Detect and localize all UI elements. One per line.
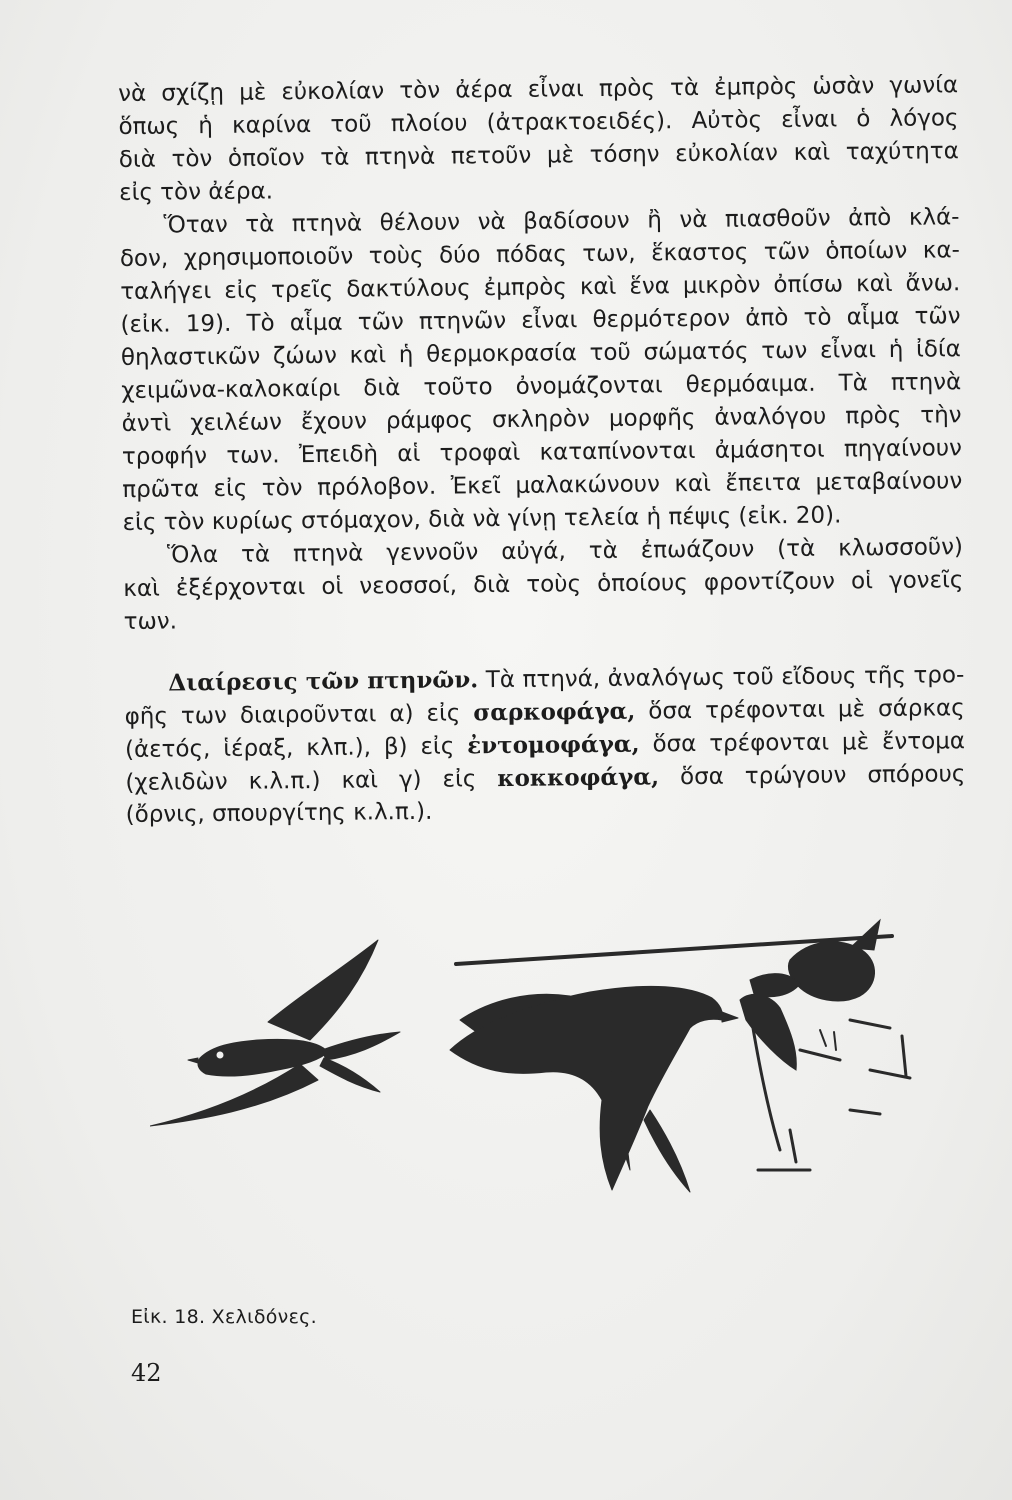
swallow-left-upper-wing: [268, 940, 378, 1040]
wall-scratch-5: [850, 1110, 880, 1114]
text-run: ὅσα τρέφονται μὲ σάρκας: [635, 695, 965, 725]
text-line: ὅπως ἡ καρίνα τοῦ πλοίου (ἀτρακτοειδές). Αὐτὸς εἶναι ὁ λόγος: [118, 105, 959, 140]
swallow-left-eye: [217, 1052, 224, 1059]
swallow-left-tail: [322, 1032, 400, 1060]
term-carnivores: σαρκοφάγα,: [473, 697, 636, 727]
swallow-middle: [450, 986, 738, 1192]
chick-head: [788, 942, 874, 1001]
nest-body: [740, 994, 796, 1070]
text-line: ἀντὶ χειλέων ἔχουν ράμφος σκληρὸν μορφῆς ἀναλόγου πρὸς τὴν: [121, 402, 962, 437]
swallow-left-tail-fork: [320, 1058, 380, 1092]
swallow-left-beak: [188, 1058, 198, 1063]
term-granivores: κοκκοφάγα,: [497, 763, 660, 793]
wall-scratch-2: [850, 1020, 890, 1028]
chick-beak-open: [850, 920, 880, 950]
swallow-middle-tail: [644, 1110, 690, 1192]
text-line: διὰ τὸν ὁποῖον τὰ πτηνὰ πετοῦν μὲ τόσην εὐκολίαν καὶ ταχύτητα: [118, 138, 959, 173]
text-line: χειμῶνα-καλοκαίρι διὰ τοῦτο ὀνομάζονται θερμόαιμα. Τὰ πτηνὰ: [121, 369, 962, 404]
text-line: θηλαστικῶν ζώων καὶ ἡ θερμοκρασία τοῦ σώματός των εἶναι ἡ ἰδία: [120, 336, 962, 371]
text-line: καὶ ἐξέρχονται οἱ νεοσσοί, διὰ τοὺς ὁποίους φροντίζουν οἱ γονεῖς: [123, 567, 964, 602]
swallow-left: [150, 940, 400, 1126]
text-line: εἰς τὸν ἀέρα.: [119, 178, 274, 206]
text-line: ταλήγει εἰς τρεῖς δακτύλους ἐμπρὸς καὶ ἕνα μικρὸν ὀπίσω καὶ ἄνω.: [120, 270, 961, 305]
text-run: (χελιδὼν κ.λ.π.) καὶ γ) εἰς: [125, 766, 498, 796]
section-heading: Διαίρεσις τῶν πτηνῶν.: [168, 666, 479, 697]
text-run: (ἀετός, ἱέραξ, κλπ.), β) εἰς: [124, 733, 468, 763]
text-run: Τὰ πτηνά, ἀναλόγως τοῦ εἴδους τῆς τρο-: [478, 662, 965, 694]
text-line: τροφήν των. Ἐπειδὴ αἱ τροφαὶ καταπίνονται ἀμάσητοι πηγαίνουν: [121, 435, 963, 470]
text-run: φῆς των διαιροῦνται α) εἰς: [124, 700, 474, 730]
wall-scratch-7: [790, 1130, 796, 1162]
text-line: των.: [123, 608, 178, 635]
text-run: ὅσα τρώγουν σπόρους: [658, 761, 966, 791]
term-insectivores: ἐντομοφάγα,: [467, 730, 640, 760]
wall-scratch-9: [834, 1032, 836, 1050]
text-line: (εἰκ. 19). Τὸ αἷμα τῶν πτηνῶν εἶναι θερμότερον ἀπὸ τὸ αἷμα τῶν: [120, 303, 961, 338]
text-line: Ὅταν τὰ πτηνὰ θέλουν νὰ βαδίσουν ἢ νὰ πιασθοῦν ἀπὸ κλά-: [163, 204, 960, 239]
figure-caption: Εἰκ. 18. Χελιδόνες.: [131, 1306, 317, 1328]
wall-scratch-3: [870, 1070, 910, 1078]
text-line: νὰ σχίζῃ μὲ εὐκολίαν τὸν ἀέρα εἶναι πρὸς τὰ ἐμπρὸς ὡσὰν γωνία: [118, 72, 959, 107]
text-line: εἰς τὸν κυρίως στόμαχον, διὰ νὰ γίνῃ τελεία ἡ πέψις (εἰκ. 20).: [122, 502, 842, 536]
swallows-illustration: [150, 900, 940, 1200]
text-line: δον, χρησιμοποιοῦν τοὺς δύο πόδας των, ἕκαστος τῶν ὁποίων κα-: [119, 237, 960, 272]
classification-line: (ὄρνις, σπουργίτης κ.λ.π.).: [125, 798, 433, 828]
body-text: [118, 69, 966, 832]
text-line: Ὅλα τὰ πτηνὰ γεννοῦν αὐγά, τὰ ἐπωάζουν (τὰ κλωσσοῦν): [166, 534, 964, 569]
wall-scratch-8: [820, 1030, 826, 1046]
text-run: ὅσα τρέφονται μὲ ἔντομα: [639, 728, 966, 758]
page-number: 42: [131, 1359, 162, 1387]
swallow-middle-beak: [722, 1012, 738, 1022]
wall-scratch-1: [800, 1050, 840, 1060]
text-line: πρῶτα εἰς τὸν πρόλοβον. Ἐκεῖ μαλακώνουν καὶ ἔπειτα μεταβαίνουν: [122, 468, 963, 503]
wall-scratch-4: [902, 1036, 906, 1076]
swallow-left-body: [198, 1039, 328, 1076]
